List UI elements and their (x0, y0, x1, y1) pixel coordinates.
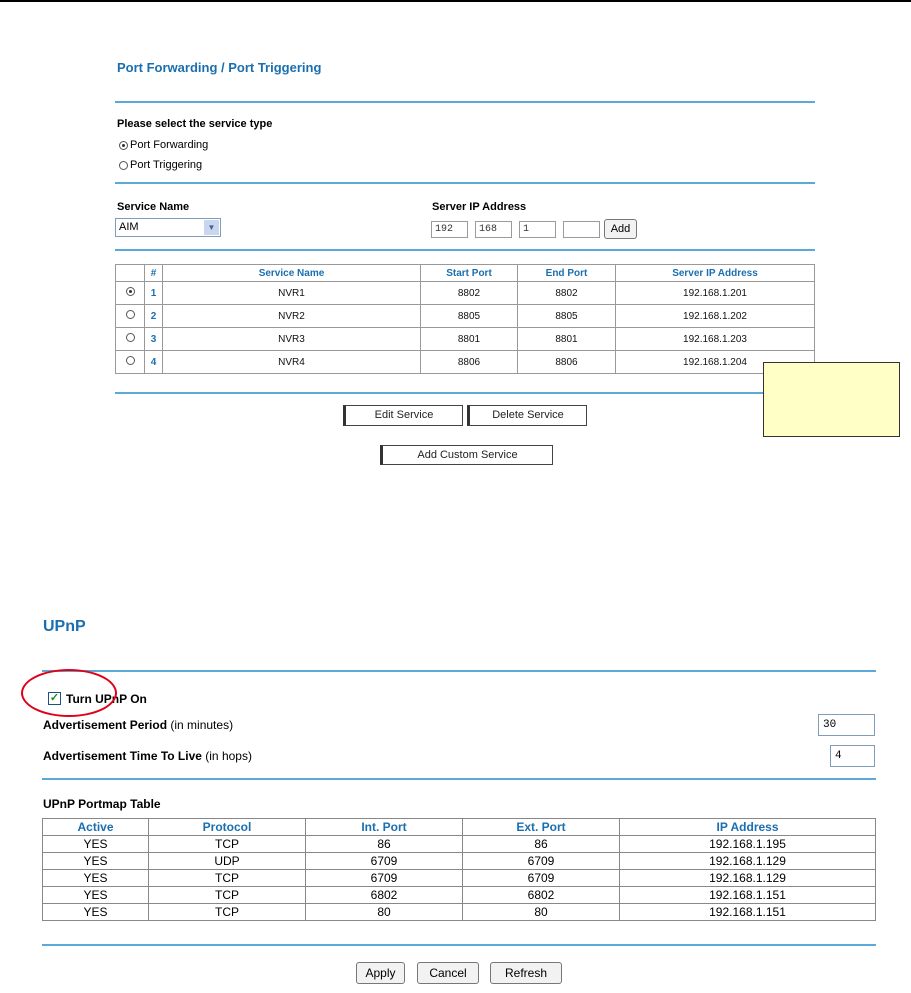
table-row[interactable] (116, 328, 815, 351)
row-service-name: NVR1 (163, 282, 421, 305)
server-ip-octet-4[interactable] (563, 221, 600, 238)
refresh-button[interactable]: Refresh (490, 962, 562, 984)
port-triggering-option-label: Port Triggering (130, 159, 203, 171)
divider (115, 182, 815, 184)
turn-upnp-label: Turn UPnP On (66, 692, 147, 706)
row-radio[interactable] (126, 333, 135, 342)
row-int-port: 80 (306, 904, 463, 921)
adv-ttl-label: Advertisement Time To Live (43, 749, 202, 763)
divider (42, 670, 876, 672)
row-ext-port: 6709 (463, 870, 620, 887)
row-service-name: NVR3 (163, 328, 421, 351)
row-num: 2 (145, 305, 163, 328)
row-int-port: 86 (306, 836, 463, 853)
row-int-port: 6709 (306, 853, 463, 870)
row-start-port: 8802 (421, 282, 518, 305)
row-ip-address: 192.168.1.151 (620, 904, 876, 921)
port-forwarding-option-label: Port Forwarding (130, 139, 209, 151)
chevron-down-icon[interactable]: ▼ (204, 220, 219, 235)
row-server-ip: 192.168.1.204 (616, 351, 815, 374)
row-select-cell (116, 351, 145, 374)
row-select-cell (116, 328, 145, 351)
edit-service-button[interactable]: Edit Service (343, 405, 463, 426)
annotation-circle (21, 669, 117, 717)
row-ip-address: 192.168.1.129 (620, 870, 876, 887)
server-ip-label: Server IP Address (432, 201, 527, 213)
service-name-select[interactable] (115, 218, 221, 237)
header-select (116, 265, 145, 282)
row-active: YES (43, 853, 149, 870)
row-ip-address: 192.168.1.129 (620, 853, 876, 870)
row-start-port: 8805 (421, 305, 518, 328)
row-start-port: 8806 (421, 351, 518, 374)
divider (115, 249, 815, 251)
row-protocol: TCP (149, 904, 306, 921)
row-active: YES (43, 904, 149, 921)
portmap-table (42, 818, 876, 921)
server-ip-octet-3[interactable]: 1 (519, 221, 556, 238)
row-server-ip: 192.168.1.203 (616, 328, 815, 351)
annotation-note-box (763, 362, 900, 437)
row-end-port: 8802 (518, 282, 616, 305)
row-radio[interactable] (126, 310, 135, 319)
port-forwarding-title: Port Forwarding / Port Triggering (117, 60, 322, 75)
table-row (43, 904, 876, 921)
table-row[interactable] (116, 351, 815, 374)
row-radio[interactable] (126, 287, 135, 296)
row-ext-port: 6802 (463, 887, 620, 904)
row-radio[interactable] (126, 356, 135, 365)
row-protocol: TCP (149, 836, 306, 853)
turn-upnp-checkbox[interactable]: ✓ (49, 692, 60, 704)
adv-ttl-row (43, 749, 252, 763)
upnp-title: UPnP (43, 618, 86, 635)
row-protocol: TCP (149, 870, 306, 887)
divider (42, 944, 876, 946)
header-ip-address: IP Address (620, 819, 876, 836)
row-int-port: 6802 (306, 887, 463, 904)
row-active: YES (43, 887, 149, 904)
portmap-table-title: UPnP Portmap Table (43, 797, 161, 811)
divider (42, 778, 876, 780)
service-name-label: Service Name (117, 201, 190, 213)
service-table-header (116, 265, 815, 282)
header-service-name: Service Name (163, 265, 421, 282)
divider (115, 392, 815, 394)
row-service-name: NVR4 (163, 351, 421, 374)
table-row (43, 870, 876, 887)
header-int-port: Int. Port (306, 819, 463, 836)
service-type-label: Please select the service type (117, 118, 273, 130)
table-row (43, 836, 876, 853)
service-select-value: AIM (119, 221, 139, 233)
row-num: 4 (145, 351, 163, 374)
adv-ttl-unit: (in hops) (201, 749, 252, 763)
top-border (0, 0, 911, 2)
row-active: YES (43, 870, 149, 887)
row-service-name: NVR2 (163, 305, 421, 328)
row-start-port: 8801 (421, 328, 518, 351)
row-ip-address: 192.168.1.195 (620, 836, 876, 853)
table-row[interactable] (116, 282, 815, 305)
header-start-port: Start Port (421, 265, 518, 282)
header-end-port: End Port (518, 265, 616, 282)
portmap-table-header (43, 819, 876, 836)
add-custom-service-button[interactable]: Add Custom Service (380, 445, 553, 465)
row-num: 3 (145, 328, 163, 351)
delete-service-button[interactable]: Delete Service (467, 405, 587, 426)
divider (115, 101, 815, 103)
table-row (43, 853, 876, 870)
row-ext-port: 86 (463, 836, 620, 853)
header-active: Active (43, 819, 149, 836)
row-server-ip: 192.168.1.201 (616, 282, 815, 305)
row-int-port: 6709 (306, 870, 463, 887)
adv-period-unit: (in minutes) (167, 718, 234, 732)
header-ext-port: Ext. Port (463, 819, 620, 836)
service-table (115, 264, 815, 374)
add-button[interactable]: Add (604, 219, 637, 239)
header-protocol: Protocol (149, 819, 306, 836)
server-ip-octet-1[interactable]: 192 (431, 221, 468, 238)
row-end-port: 8806 (518, 351, 616, 374)
server-ip-octet-2[interactable]: 168 (475, 221, 512, 238)
row-active: YES (43, 836, 149, 853)
row-end-port: 8801 (518, 328, 616, 351)
table-row (43, 887, 876, 904)
row-server-ip: 192.168.1.202 (616, 305, 815, 328)
row-num: 1 (145, 282, 163, 305)
adv-ttl-input[interactable]: 4 (830, 745, 875, 767)
row-end-port: 8805 (518, 305, 616, 328)
row-protocol: UDP (149, 853, 306, 870)
header-num: # (145, 265, 163, 282)
table-row[interactable] (116, 305, 815, 328)
adv-period-input[interactable]: 30 (818, 714, 875, 736)
port-triggering-radio[interactable] (119, 161, 128, 170)
row-ext-port: 6709 (463, 853, 620, 870)
row-select-cell (116, 282, 145, 305)
row-select-cell (116, 305, 145, 328)
row-protocol: TCP (149, 887, 306, 904)
adv-period-label: Advertisement Period (43, 718, 168, 732)
apply-button[interactable]: Apply (356, 962, 405, 984)
row-ip-address: 192.168.1.151 (620, 887, 876, 904)
port-forwarding-radio[interactable] (119, 141, 128, 150)
adv-period-row (43, 718, 233, 732)
row-ext-port: 80 (463, 904, 620, 921)
cancel-button[interactable]: Cancel (417, 962, 479, 984)
header-server-ip: Server IP Address (616, 265, 815, 282)
